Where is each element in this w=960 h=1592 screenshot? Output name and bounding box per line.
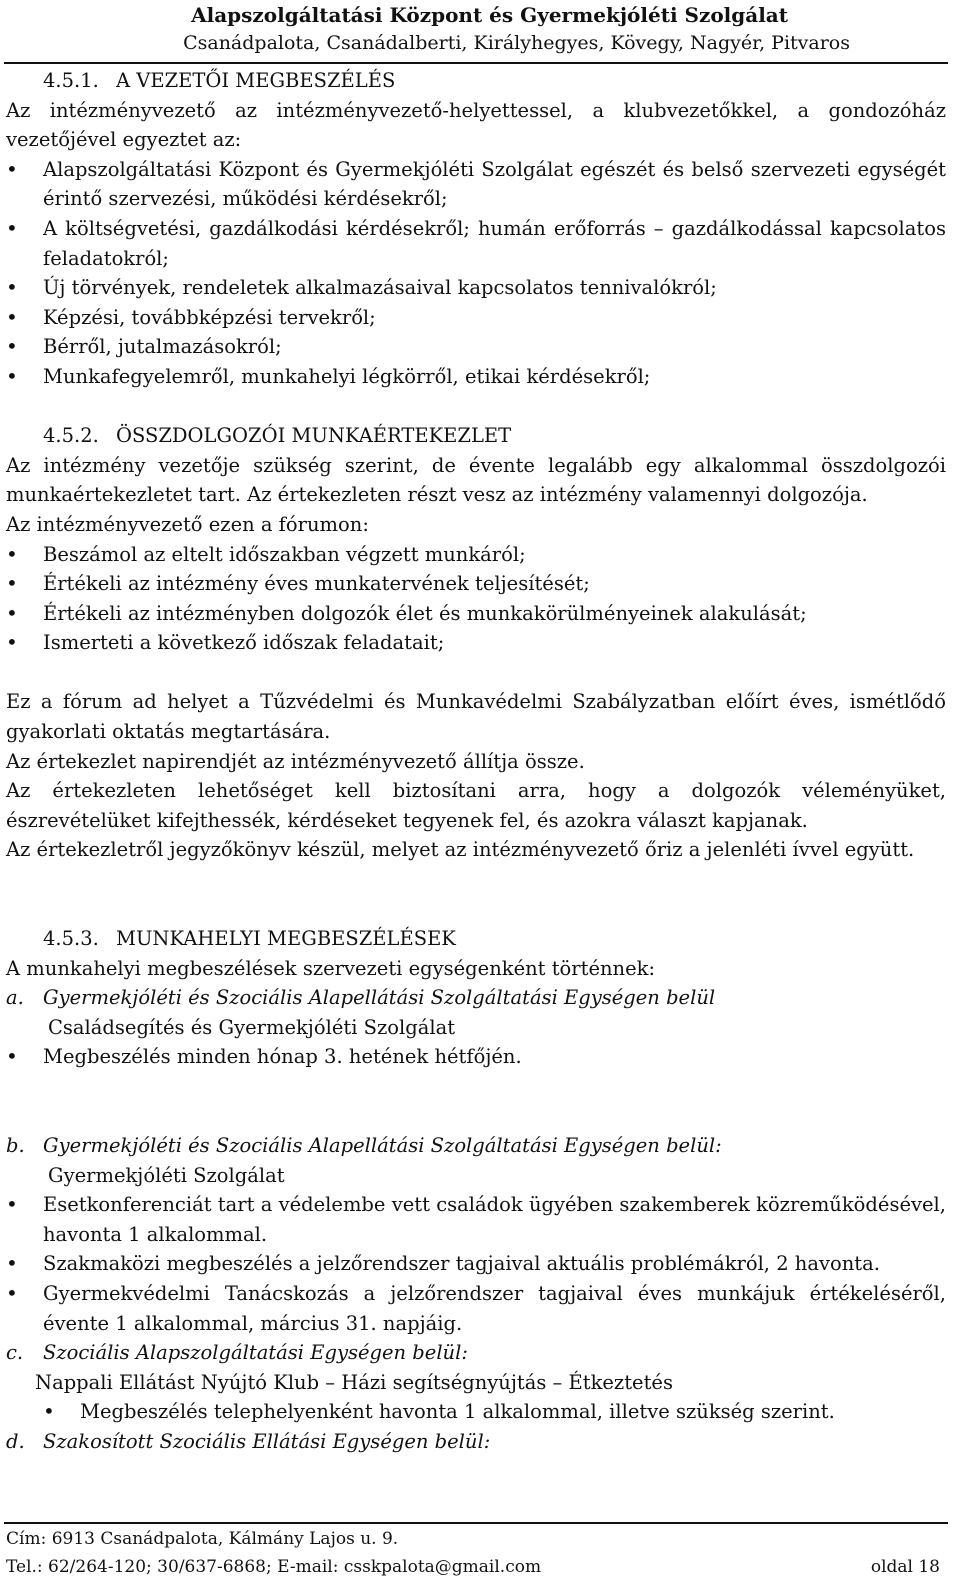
list-item: • Alapszolgáltatási Központ és Gyermekjóléti Szolgálat egészét és belső szervezeti egységét érintő szervezési, működési kérdésekről; [6, 155, 946, 214]
section-number: 4.5.2. [43, 424, 99, 448]
paragraph: A munkahelyi megbeszélések szervezeti egységenként történnek: [6, 956, 656, 980]
section-heading-451 [6, 66, 946, 96]
header-locations: Csanádpalota, Csanádalberti, Királyhegyes, Kövegy, Nagyér, Pitvaros [183, 32, 850, 54]
unit-letter: b. [6, 1134, 25, 1157]
section-title: ÖSSZDOLGOZÓI MUNKAÉRTEKEZLET [116, 424, 512, 448]
unit-heading-d [6, 1427, 946, 1457]
bullet-list [6, 540, 946, 658]
section-number: 4.5.3. [43, 927, 99, 951]
spacer [6, 865, 946, 924]
list-item: • Bérről, jutalmazásokról; [6, 332, 946, 362]
unit-heading-a [6, 983, 946, 1013]
section-title: MUNKAHELYI MEGBESZÉLÉSEK [116, 927, 456, 951]
document-body [6, 66, 946, 1457]
service-name: Gyermekjóléti Szolgálat [48, 1163, 285, 1187]
list-item: • Ismerteti a következő időszak feladatait; [6, 628, 946, 658]
list-item: • Megbeszélés minden hónap 3. hetének hétfőjén. [6, 1042, 946, 1072]
bullet-list [6, 1042, 946, 1072]
list-item: • A költségvetési, gazdálkodási kérdésekről; humán erőforrás – gazdálkodással kapcsolatos feladatokról; [6, 214, 946, 273]
list-item: • Szakmaközi megbeszélés a jelzőrendszer tagjaival aktuális problémákról, 2 havonta. [6, 1249, 946, 1279]
section-number: 4.5.1. [43, 69, 99, 92]
list-item: • Beszámol az eltelt időszakban végzett munkáról; [6, 540, 946, 570]
list-item: • Képzési, továbbképzési tervekről; [6, 303, 946, 333]
list-item: • Értékeli az intézmény éves munkatervének teljesítését; [6, 569, 946, 599]
page-number: oldal 18 [870, 1557, 940, 1577]
unit-name: Szakosított Szociális Ellátási Egységen belül: [43, 1429, 491, 1453]
spacer [6, 658, 946, 688]
paragraph: Az értekezleten lehetőséget kell biztosítani arra, hogy a dolgozók véleményüket, észrevételüket kifejthessék, kérdéseket tegyenek fel, és azokra választ kapjanak. [6, 779, 946, 832]
spacer [6, 392, 946, 422]
unit-heading-c [6, 1338, 946, 1368]
footer-divider [4, 1522, 948, 1524]
unit-name: Szociális Alapszolgáltatási Egységen belül: [43, 1341, 468, 1365]
unit-letter: d. [6, 1429, 25, 1453]
paragraph: Az intézményvezető az intézményvezető-helyettessel, a klubvezetőkkel, a gondozóház vezetőjével egyeztet az: [6, 98, 946, 152]
header-org-name: Alapszolgáltatási Központ és Gyermekjóléti Szolgálat [191, 3, 788, 27]
paragraph: Az értekezlet napirendjét az intézményvezető állítja össze. [6, 749, 585, 773]
paragraph: Ez a fórum ad helyet a Tűzvédelmi és Munkavédelmi Szabályzatban előírt éves, ismétlődő gyakorlati oktatás megtartására. [6, 690, 946, 744]
header-divider [4, 62, 948, 64]
service-name: Családsegítés és Gyermekjóléti Szolgálat [48, 1015, 456, 1039]
unit-letter: c. [6, 1341, 24, 1365]
paragraph: Az intézmény vezetője szükség szerint, de évente legalább egy alkalommal összdolgozói munkaértekezletet tart. Az értekezleten részt vesz az intézmény valamennyi dolgozója. [6, 453, 946, 507]
unit-heading-b [6, 1131, 946, 1161]
list-item: • Munkafegyelemről, munkahelyi légkörről, etikai kérdésekről; [6, 362, 946, 392]
paragraph: Az intézményvezető ezen a fórumon: [6, 512, 369, 536]
footer-contact: Tel.: 62/264-120; 30/637-6868; E-mail: csskpalota@gmail.com [6, 1557, 542, 1577]
list-item: • Értékeli az intézményben dolgozók élet és munkakörülményeinek alakulását; [6, 599, 946, 629]
list-item: • Esetkonferenciát tart a védelembe vett családok ügyében szakemberek közreműködésével, havonta 1 alkalommal. [6, 1190, 946, 1249]
unit-name: Gyermekjóléti és Szociális Alapellátási Szolgáltatási Egységen belül [43, 986, 716, 1010]
paragraph: Az értekezletről jegyzőkönyv készül, melyet az intézményvezető őriz a jelenléti ívvel együtt. [6, 838, 915, 862]
bullet-list [6, 155, 946, 392]
list-item: • Megbeszélés telephelyenként havonta 1 alkalommal, illetve szükség szerint. [6, 1397, 946, 1427]
service-name: Nappali Ellátást Nyújtó Klub – Házi segítségnyújtás – Étkeztetés [35, 1370, 673, 1394]
list-item: • Új törvények, rendeletek alkalmazásaival kapcsolatos tennivalókról; [6, 273, 946, 303]
unit-letter: a. [6, 986, 24, 1010]
bullet-list [6, 1397, 946, 1427]
unit-name: Gyermekjóléti és Szociális Alapellátási Szolgáltatási Egységen belül: [43, 1134, 722, 1157]
section-title: A VEZETŐI MEGBESZÉLÉS [116, 69, 396, 92]
section-heading-452 [6, 421, 946, 451]
list-item: • Gyermekvédelmi Tanácskozás a jelzőrendszer tagjaival éves munkájuk értékeléséről, évente 1 alkalommal, március 31. napjáig. [6, 1279, 946, 1338]
bullet-list [6, 1190, 946, 1338]
spacer [6, 1072, 946, 1131]
footer-address: Cím: 6913 Csanádpalota, Kálmány Lajos u. 9. [6, 1529, 399, 1549]
section-heading-453 [6, 924, 946, 954]
